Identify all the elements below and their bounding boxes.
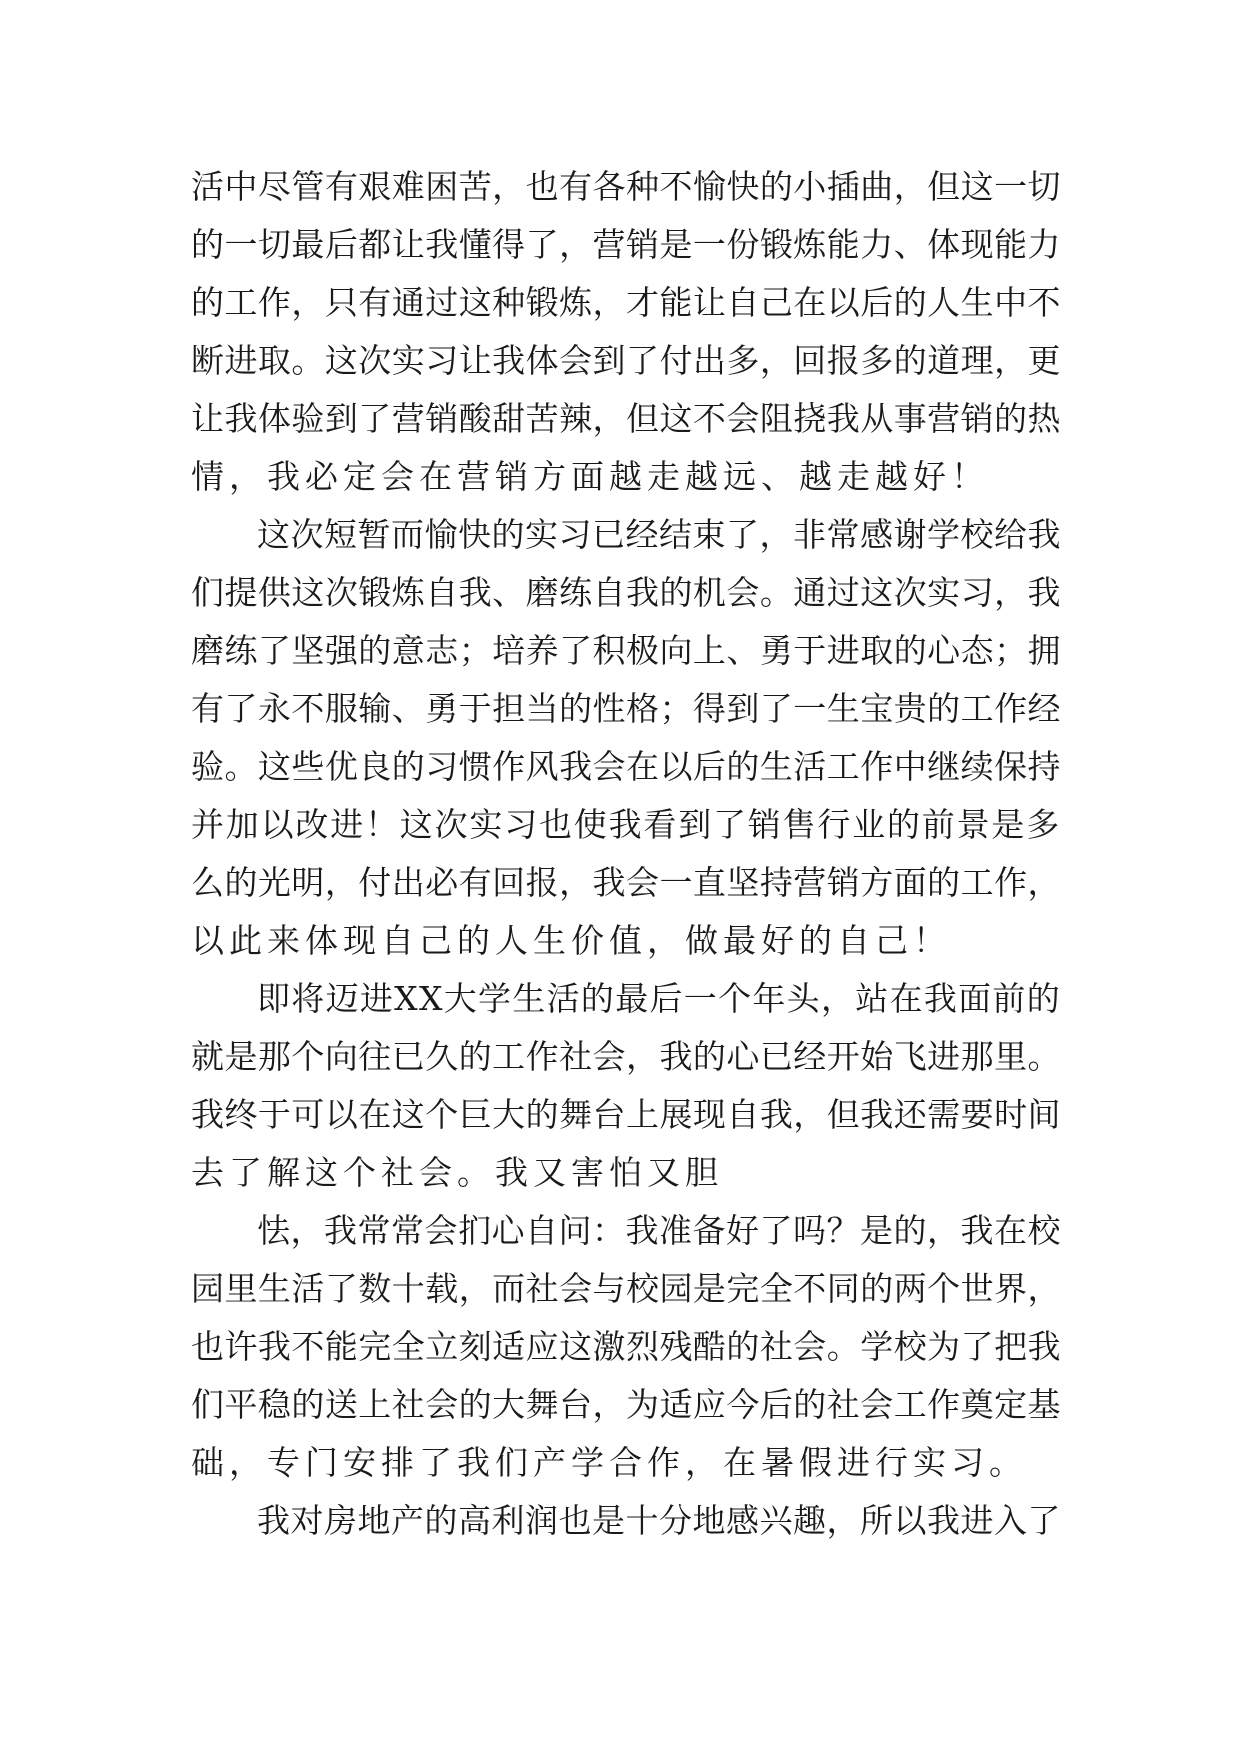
text-line: 我对房地产的高利润也是十分地感兴趣，所以我进入了 xyxy=(257,1501,1061,1540)
text-line: 就是那个向往已久的工作社会，我的心已经开始飞进那里。 xyxy=(191,1037,1061,1076)
text-line: 让我体验到了营销酸甜苦辣，但这不会阻挠我从事营销的热 xyxy=(191,399,1061,438)
text-line: 活中尽管有艰难困苦，也有各种不愉快的小插曲，但这一切 xyxy=(191,167,1061,206)
text-line: 怯，我常常会扪心自问：我准备好了吗？是的，我在校 xyxy=(257,1211,1061,1250)
text-line: 断进取。这次实习让我体会到了付出多，回报多的道理，更 xyxy=(191,341,1061,380)
text-line: 们平稳的送上社会的大舞台，为适应今后的社会工作奠定基 xyxy=(191,1385,1061,1424)
text-line: 磨练了坚强的意志；培养了积极向上、勇于进取的心态；拥 xyxy=(191,631,1061,670)
text-line: 验。这些优良的习惯作风我会在以后的生活工作中继续保持 xyxy=(191,747,1061,786)
text-line: 础，专门安排了我们产学合作，在暑假进行实习。 xyxy=(191,1443,1027,1482)
text-line: 也许我不能完全立刻适应这激烈残酷的社会。学校为了把我 xyxy=(191,1327,1061,1366)
text-line: 即将迈进XX大学生活的最后一个年头，站在我面前的 xyxy=(257,979,1061,1018)
text-line: 的工作，只有通过这种锻炼，才能让自己在以后的人生中不 xyxy=(191,283,1061,322)
text-line: 这次短暂而愉快的实习已经结束了，非常感谢学校给我 xyxy=(257,515,1061,554)
text-line: 以此来体现自己的人生价值，做最好的自己！ xyxy=(191,921,951,960)
text-line: 有了永不服输、勇于担当的性格；得到了一生宝贵的工作经 xyxy=(191,689,1061,728)
document-body xyxy=(191,158,1061,1550)
text-line: 我终于可以在这个巨大的舞台上展现自我，但我还需要时间 xyxy=(191,1095,1061,1134)
text-line: 去了解这个社会。我又害怕又胆 xyxy=(191,1153,723,1192)
text-line: 园里生活了数十载，而社会与校园是完全不同的两个世界， xyxy=(191,1269,1061,1308)
text-line: 情，我必定会在营销方面越走越远、越走越好！ xyxy=(191,457,989,496)
text-line: 的一切最后都让我懂得了，营销是一份锻炼能力、体现能力 xyxy=(191,225,1061,264)
text-line: 么的光明，付出必有回报，我会一直坚持营销方面的工作， xyxy=(191,863,1061,902)
text-line: 并加以改进！这次实习也使我看到了销售行业的前景是多 xyxy=(191,805,1061,844)
text-line: 们提供这次锻炼自我、磨练自我的机会。通过这次实习，我 xyxy=(191,573,1061,612)
